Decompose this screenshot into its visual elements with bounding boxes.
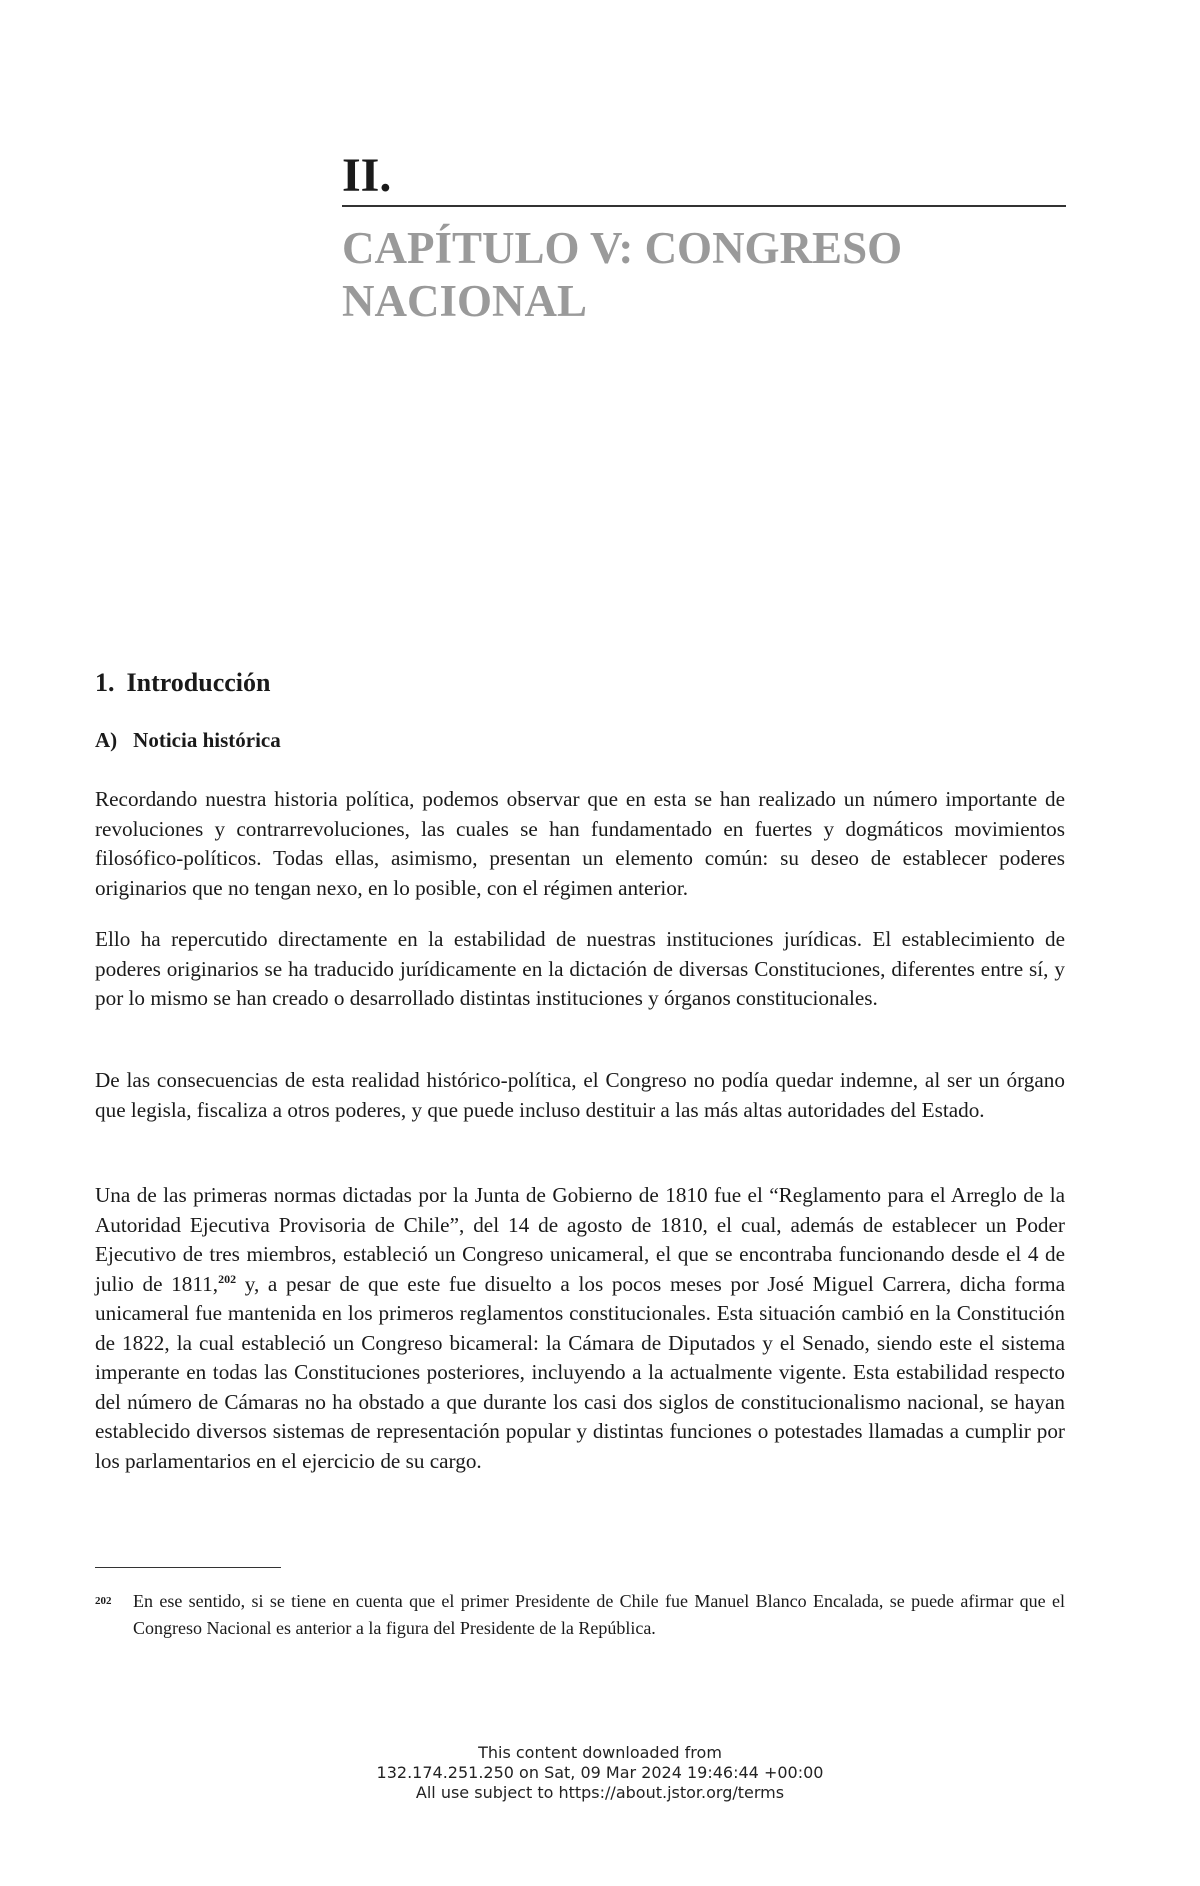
subsection-letter: A): [95, 728, 118, 752]
paragraph-4-part-2: y, a pesar de que este fue disuelto a los pocos meses por José Miguel Carrera, dicha forma unicameral fue mantenida en los primeros reglamentos constitucionales. Esta situación cambió en la Constitución de 1822, la cual estableció un Congreso bicameral: la Cámara de Diputados y el Senado, siendo este el sistema imperante en todas las Constituciones posteriores, incluyendo a la actualmente vigente. Esta estabilidad respecto del número de Cámaras no ha obstado a que durante los casi dos siglos de constitucionalismo nacional, se hayan establecido diversos sistemas de representación popular y distintas funciones o potestades llamadas a cumplir por los parlamentarios en el ejercicio de su cargo.: [95, 1271, 1065, 1473]
title-divider: [342, 205, 1066, 207]
paragraph-2: Ello ha repercutido directamente en la estabilidad de nuestras instituciones jurídicas. El establecimiento de poderes originarios se ha traducido jurídicamente en la dictación de diversas Constituciones, diferentes entre sí, y por lo mismo se han creado o desarrollado distintas instituciones y órganos constitucionales.: [95, 927, 1065, 1010]
download-notice-line-2: 132.174.251.250 on Sat, 09 Mar 2024 19:46:44 +00:00: [376, 1763, 824, 1782]
paragraph-4: [95, 1181, 1065, 1476]
footnote-reference[interactable]: 202: [218, 1271, 237, 1286]
subsection-heading: [95, 730, 281, 751]
chapter-title: CAPÍTULO V: CONGRESO NACIONAL: [342, 223, 903, 327]
footnote-divider: [95, 1567, 281, 1568]
part-number: II.: [342, 149, 392, 202]
section-heading: [95, 670, 271, 696]
download-notice-line-3: All use subject to https://about.jstor.org/terms: [415, 1783, 785, 1802]
footnote: [95, 1588, 1065, 1642]
download-notice: [0, 1743, 1200, 1803]
paragraph-1: Recordando nuestra historia política, podemos observar que en esta se han realizado un número importante de revoluciones y contrarrevoluciones, las cuales se han fundamentado en fuertes y dogmáticos movimientos filosófico-políticos. Todas ellas, asimismo, presentan un elemento común: su deseo de establecer poderes originarios que no tengan nexo, en lo posible, con el régimen anterior.: [95, 787, 1065, 900]
footnote-text: En ese sentido, si se tiene en cuenta que el primer Presidente de Chile fue Manuel Blanco Encalada, se puede afirmar que el Congreso Nacional es anterior a la figura del Presidente de la República.: [133, 1591, 1065, 1638]
section-title: Introducción: [126, 668, 271, 697]
paragraph-3: De las consecuencias de esta realidad histórico-política, el Congreso no podía quedar indemne, al ser un órgano que legisla, fiscaliza a otros poderes, y que puede incluso destituir a las más altas autoridades del Estado.: [95, 1068, 1065, 1122]
paragraph-4-part-1: Una de las primeras normas dictadas por la Junta de Gobierno de 1810 fue el “Reglamento para el Arreglo de la Autoridad Ejecutiva Provisoria de Chile”, del 14 de agosto de 1810, el cual, además de establecer un Poder Ejecutivo de tres miembros, estableció un Congreso unicameral, el que se encontraba funcionando desde el 4 de julio de 1811,: [95, 1183, 1065, 1296]
subsection-title: Noticia histórica: [133, 728, 281, 752]
section-number: 1.: [95, 668, 115, 697]
footnote-number: 202: [95, 1595, 112, 1607]
download-notice-line-1: This content downloaded from: [478, 1743, 722, 1762]
